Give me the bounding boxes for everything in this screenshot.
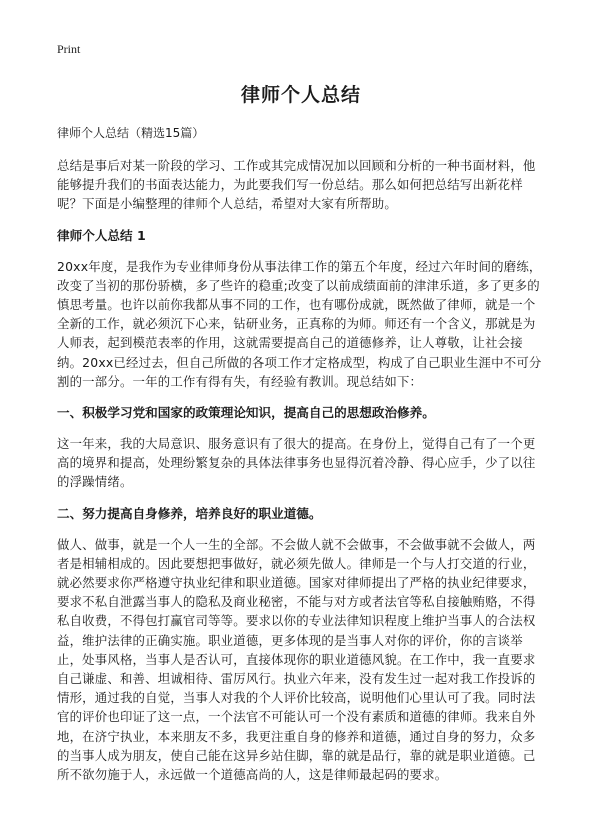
paragraph-politics: 这一年来，我的大局意识、服务意识有了很大的提高。在身份上，觉得自己有了一个更高的境界和提高，处理纷繁复杂的具体法律事务也显得沉着冷静、得心应手，少了以往的浮躁情绪。 (57, 436, 536, 490)
section-paragraph: 20xx年度，是我作为专业律师身份从事法律工作的第五个年度，经过六年时间的磨练，改变了当初的那份骄横，多了些许的稳重;改变了以前成绩面前的津津乐道，多了更多的慎思考量。也许以前你我都从事不同的工作，也有哪份成就，既然做了律师，就是一个全新的工作，就必须沉下心来，钻研业务，正真称的为师。师还有一个含义，那就是为人师表，起到模范表率的作用，这就需要提高自己的道德修养，让人尊敬，让社会接纳。20xx已经过去，但自己所做的各项工作才定格成型，构成了自己职业生涯中不可分割的一部分。一年的工作有得有失，有经验有教训。现总结如下： (57, 258, 542, 389)
intro-paragraph: 总结是事后对某一阶段的学习、工作或其完成情况加以回顾和分析的一种书面材料，他能够提升我们的书面表达能力，为此要我们写一份总结。那么如何把总结写出新花样呢？下面是小编整理的律师个人总结，希望对大家有所帮助。 (57, 158, 536, 212)
section-title: 律师个人总结 1 (57, 227, 146, 243)
paragraph-ethics: 做人、做事，就是一个人一生的全部。不会做人就不会做事，不会做事就不会做人，两者是相辅相成的。因此要想把事做好，就必须先做人。律师是一个与人打交道的行业，就必然要求你严格遵守执业纪律和职业道德。国家对律师提出了严格的执业纪律要求，要求不私自泄露当事人的隐私及商业秘密，不能与对方或者法官等私自接触贿赂，不得私自收费，不得包打赢官司等等。要求以你的专业法律知识程度上维护当事人的合法权益，维护法律的正确实施。职业道德，更多体现的是当事人对你的评价，你的言谈举止，处事风格，当事人是否认可，直接体现你的职业道德风貌。在工作中，我一直要求自己谦虚、和善、坦诚相待、雷厉风行。执业六年来，没有发生过一起对我工作投诉的情形，通过我的自觉，当事人对我的个人评价比较高，说明他们心里认可了我。同时法官的评价也印证了这一点，一个法官不可能认可一个没有素质和道德的律师。我来自外地，在济宁执业，本来朋友不多，我更注重自身的修养和道德，通过自身的努力，众多的当事人成为朋友，使自己能在这异乡站住脚，靠的就是品行，靠的就是职业道德。己所不欲勿施于人，永远做一个道德高尚的人，这是律师最起码的要求。 (57, 536, 536, 783)
subtitle: 律师个人总结（精选15篇） (57, 126, 205, 140)
print-link[interactable]: Print (57, 42, 81, 56)
heading-ethics: 二、努力提高自身修养，培养良好的职业道德。 (57, 505, 322, 521)
page-title: 律师个人总结 (240, 84, 361, 106)
heading-politics: 一、积极学习党和国家的政策理论知识，提高自己的思想政治修养。 (57, 405, 435, 421)
